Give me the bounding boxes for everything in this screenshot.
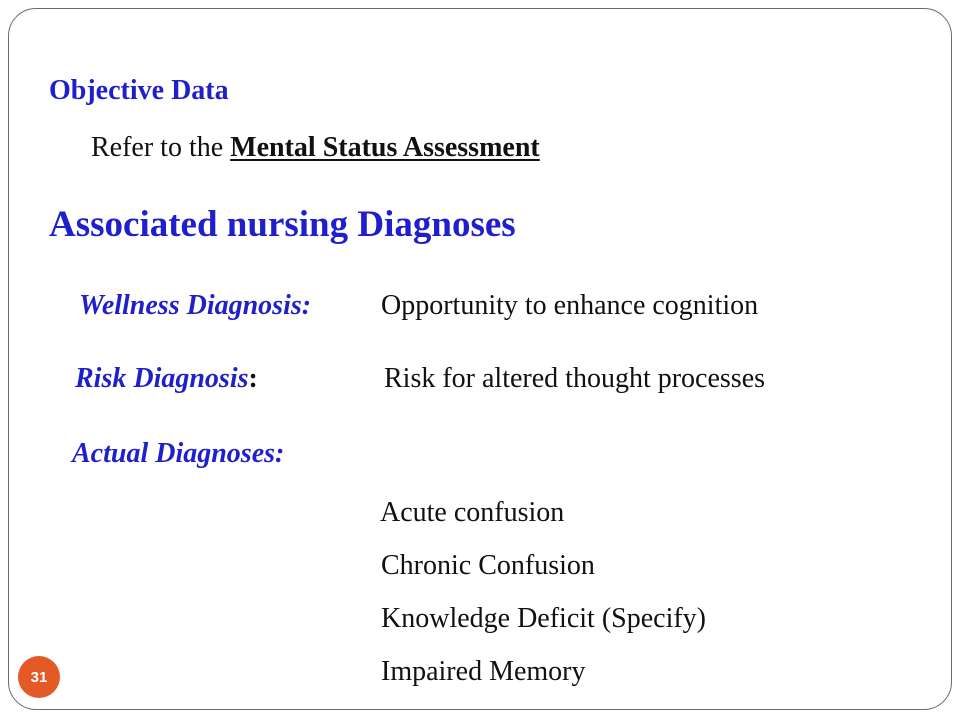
risk-diagnosis-label (75, 365, 258, 393)
associated-diagnoses-heading: Associated nursing Diagnoses (49, 204, 516, 245)
actual-diagnosis-item: Acute confusion (380, 497, 565, 528)
actual-diagnosis-item: Chronic Confusion (381, 550, 595, 581)
mental-status-assessment-link[interactable]: Mental Status Assessment (230, 132, 540, 163)
wellness-diagnosis-label: Wellness Diagnosis: (79, 290, 312, 321)
actual-diagnosis-item: Impaired Memory (381, 656, 586, 687)
page-number-badge: 31 (18, 656, 60, 698)
slide (8, 8, 952, 710)
refer-prefix: Refer to the (91, 132, 231, 163)
risk-diagnosis-colon: : (248, 363, 258, 394)
refer-line (91, 134, 540, 162)
risk-diagnosis-value: Risk for altered thought processes (384, 363, 766, 394)
actual-diagnosis-item: Knowledge Deficit (Specify) (381, 603, 706, 634)
risk-diagnosis-label-text: Risk Diagnosis (75, 363, 249, 394)
actual-diagnoses-label: Actual Diagnoses: (72, 438, 285, 469)
objective-data-heading: Objective Data (49, 75, 229, 106)
wellness-diagnosis-value: Opportunity to enhance cognition (381, 290, 759, 321)
